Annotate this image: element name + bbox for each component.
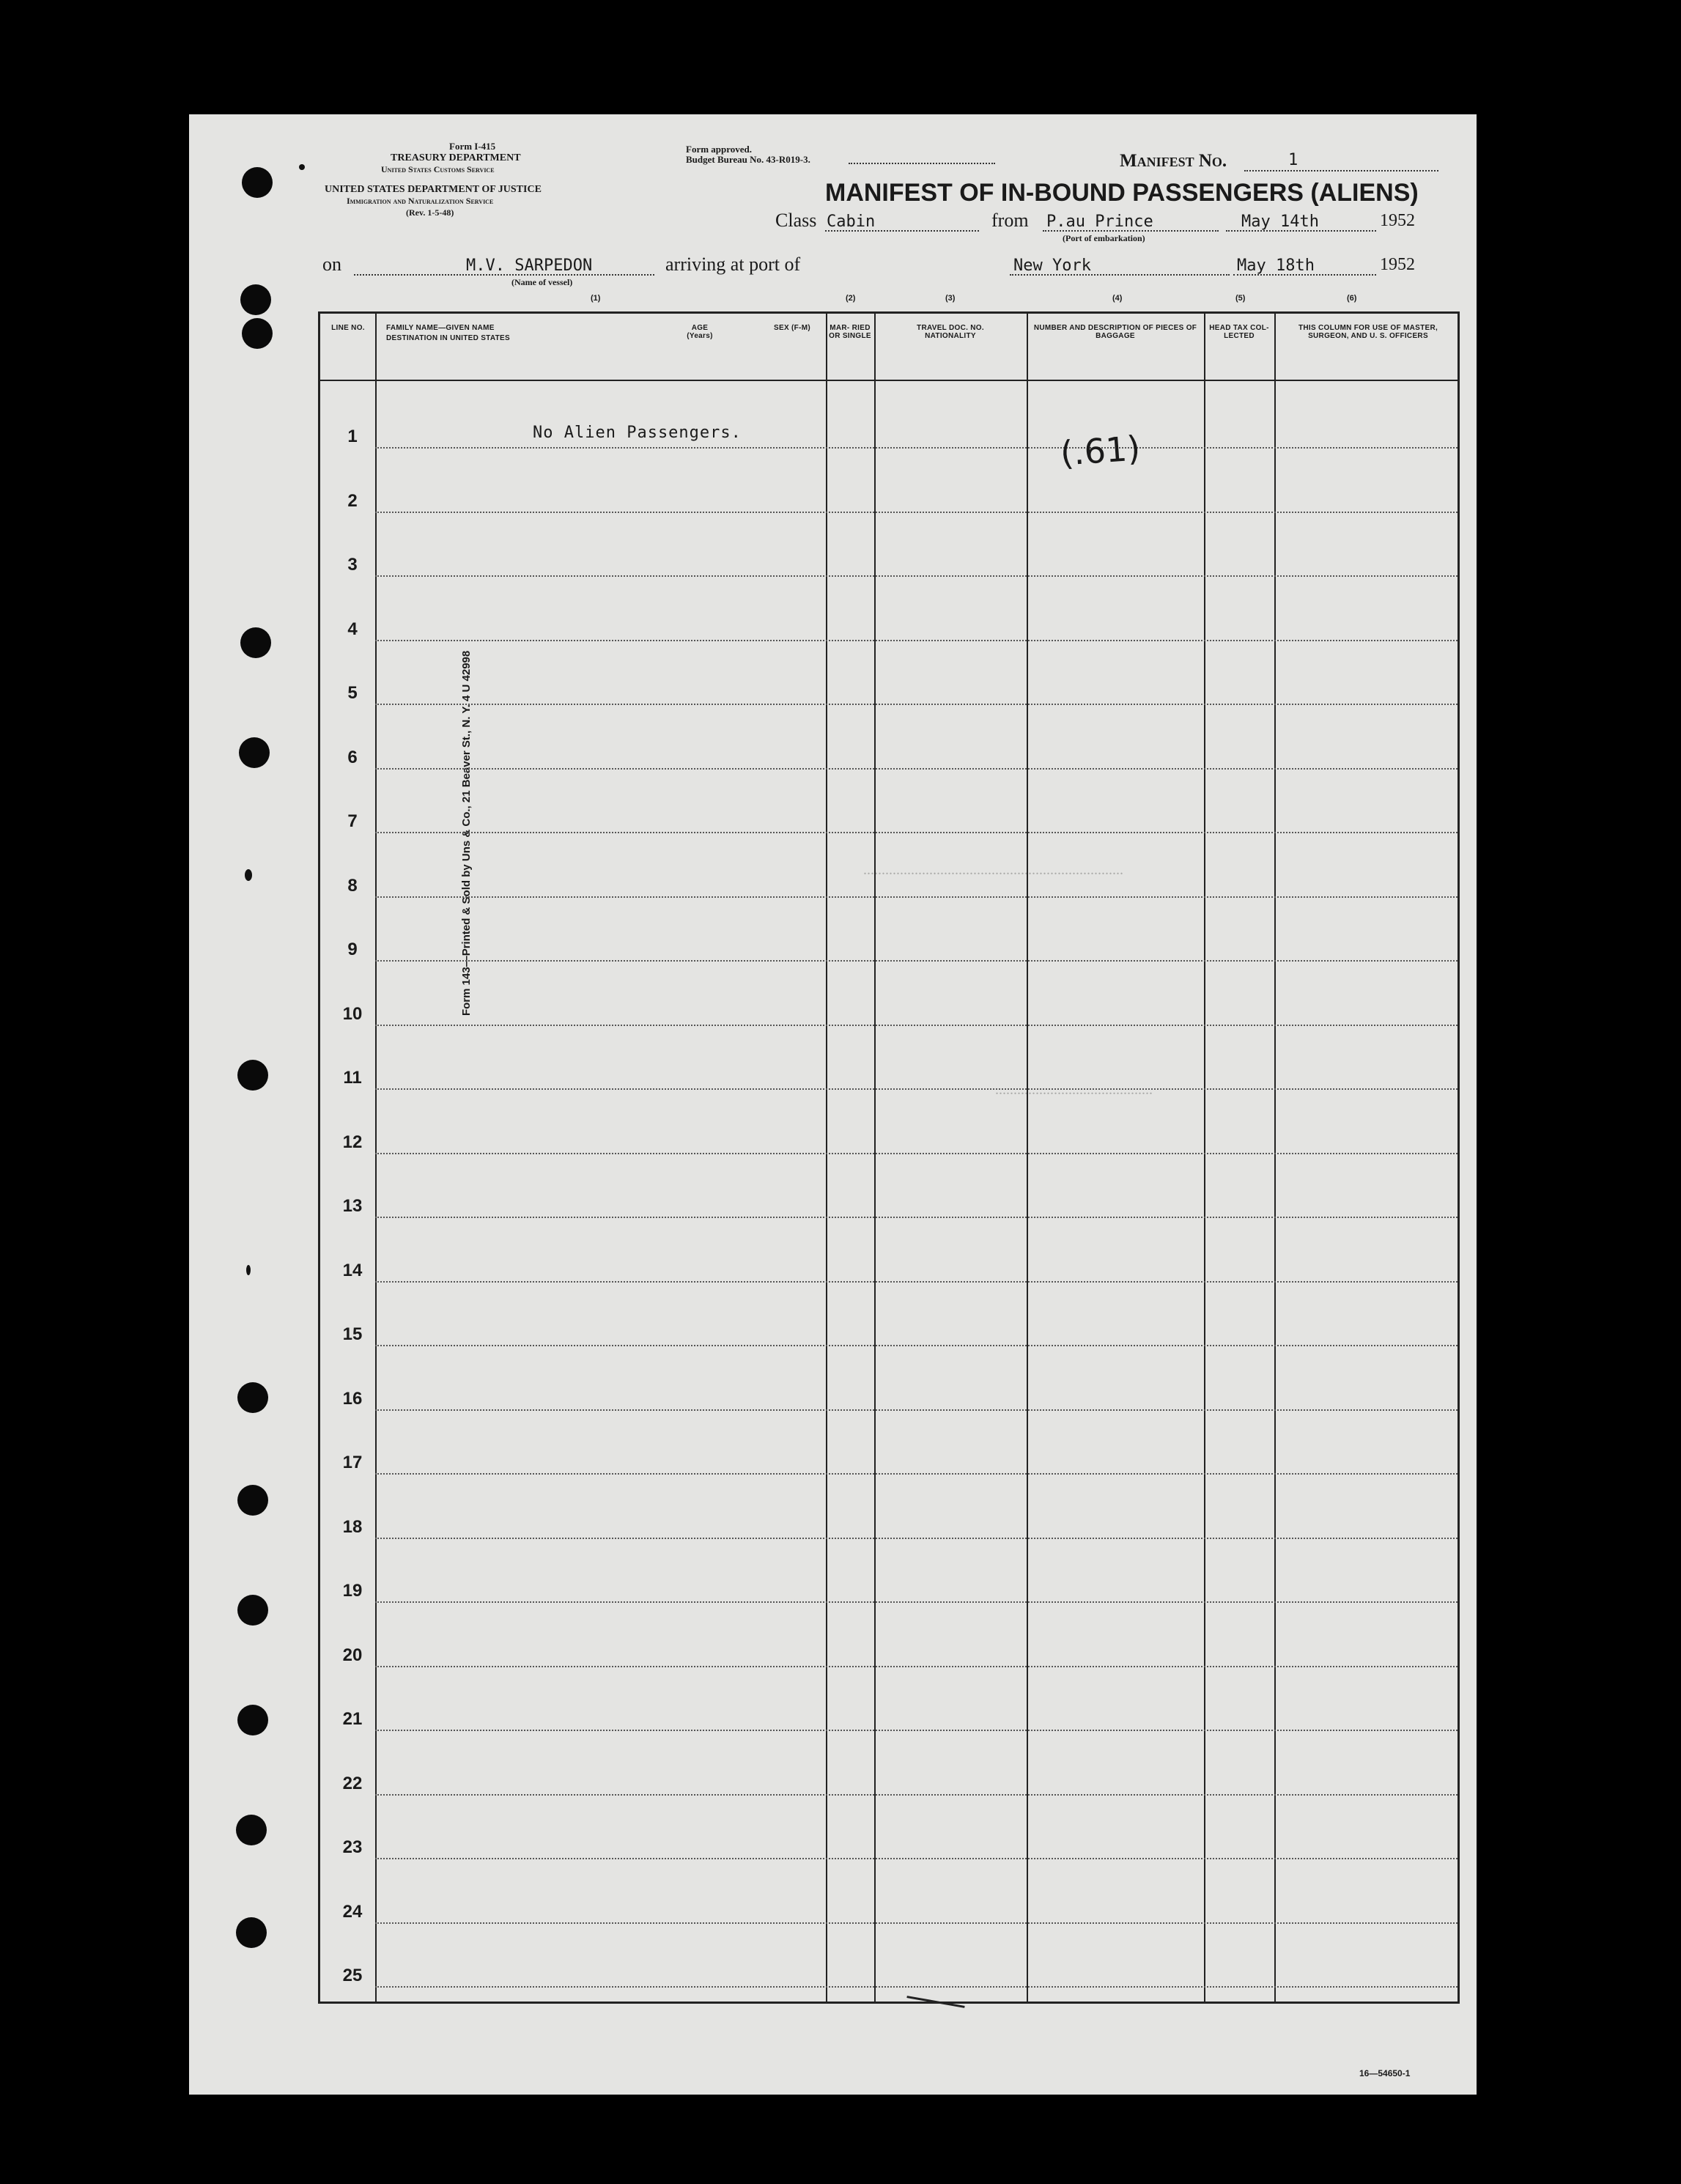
- doj-heading: UNITED STATES DEPARTMENT OF JUSTICE: [325, 184, 542, 195]
- punch-hole: [237, 1705, 268, 1735]
- line-number: 1: [347, 427, 358, 446]
- class-label: Class: [775, 210, 817, 231]
- row-dotted-line: [375, 1409, 1458, 1411]
- punch-hole: [240, 627, 271, 658]
- row-dotted-line: [375, 960, 1458, 962]
- ink-speck: [299, 164, 305, 170]
- arrival-year: 1952: [1380, 255, 1415, 274]
- punch-hole: [237, 1060, 268, 1091]
- col-age: AGE (Years): [687, 324, 713, 340]
- row-dotted-line: [375, 640, 1458, 641]
- line-number: 10: [342, 1003, 363, 1024]
- row1-entry: No Alien Passengers.: [533, 424, 742, 442]
- line-number: 23: [342, 1837, 363, 1857]
- embarkation-year: 1952: [1380, 211, 1415, 230]
- class-value: Cabin: [827, 213, 876, 231]
- line-number: 2: [347, 490, 358, 511]
- row-dotted-line: [375, 1666, 1458, 1667]
- column-divider: [1027, 314, 1028, 2002]
- punch-hole: [237, 1595, 268, 1626]
- column-number: (4): [1112, 294, 1123, 303]
- from-label: from: [991, 210, 1029, 231]
- row-dotted-line: [375, 1025, 1458, 1026]
- row-dotted-line: [375, 1601, 1458, 1603]
- ins-heading: Immigration and Naturalization Service: [347, 196, 494, 206]
- arriving-label: arriving at port of: [665, 254, 801, 275]
- budget-bureau: Budget Bureau No. 43-R019-3.: [686, 154, 810, 165]
- footer-code: 16—54650-1: [1359, 2068, 1411, 2078]
- column-divider: [874, 314, 876, 2002]
- col-officers: THIS COLUMN FOR USE OF MASTER, SURGEON, AND U. S. OFFICERS: [1298, 324, 1438, 340]
- col-destination: DESTINATION IN UNITED STATES: [386, 334, 510, 342]
- column-number: (2): [846, 294, 856, 303]
- row-dotted-line: [375, 1730, 1458, 1731]
- arrival-port: New York: [1013, 257, 1091, 275]
- line-number: 15: [342, 1324, 363, 1344]
- row-dotted-line: [375, 1538, 1458, 1539]
- punch-hole: [242, 167, 273, 198]
- revision: (Rev. 1-5-48): [406, 207, 454, 218]
- row-dotted-line: [375, 575, 1458, 577]
- printer-imprint: Form 143—Printed & Sold by Uns & Co., 21 Beaver St., N. Y. 4 U 42998: [460, 650, 473, 1016]
- treasury-department: TREASURY DEPARTMENT: [391, 152, 521, 163]
- row-dotted-line: [375, 1217, 1458, 1218]
- col-baggage: NUMBER AND DESCRIPTION OF PIECES OF BAGGAGE: [1033, 324, 1197, 340]
- row-dotted-line: [375, 768, 1458, 770]
- punch-hole: [242, 318, 273, 349]
- passenger-table: [318, 311, 1460, 2004]
- dotted-line: [849, 163, 995, 164]
- row-dotted-line: [375, 1345, 1458, 1346]
- col-line-no: LINE NO.: [331, 324, 365, 332]
- row-dotted-line: [375, 704, 1458, 705]
- vessel-name: M.V. SARPEDON: [466, 257, 593, 275]
- column-number: (3): [945, 294, 956, 303]
- row-dotted-line: [375, 896, 1458, 898]
- row-dotted-line: [375, 1922, 1458, 1924]
- row-dotted-line: [375, 1281, 1458, 1283]
- form-number: Form I-415: [449, 141, 496, 152]
- on-label: on: [322, 254, 341, 275]
- line-number: 4: [347, 619, 358, 639]
- line-number: 14: [342, 1260, 363, 1280]
- line-number: 19: [342, 1581, 363, 1601]
- column-divider: [1204, 314, 1205, 2002]
- column-number: (5): [1235, 294, 1246, 303]
- arrival-date: May 18th: [1237, 257, 1315, 275]
- punch-hole: [236, 1815, 267, 1845]
- line-number: 17: [342, 1453, 363, 1472]
- manifest-no-value: 1: [1288, 151, 1298, 169]
- ink-speck: [246, 1265, 251, 1275]
- line-number: 24: [342, 1901, 363, 1922]
- page-title: MANIFEST OF IN-BOUND PASSENGERS (ALIENS): [825, 179, 1419, 207]
- col-head-tax: HEAD TAX COL- LECTED: [1209, 324, 1269, 340]
- row-dotted-line: [375, 832, 1458, 833]
- embarkation-port: P.au Prince: [1046, 213, 1153, 231]
- row-dotted-line: [375, 1794, 1458, 1796]
- embarkation-note: (Port of embarkation): [1063, 233, 1145, 243]
- punch-hole: [237, 1485, 268, 1516]
- bleed-through: ...........................................: [995, 1082, 1153, 1098]
- line-number: 20: [342, 1645, 363, 1665]
- line-number: 5: [347, 683, 358, 703]
- col-travel-doc: TRAVEL DOC. NO. NATIONALITY: [917, 324, 984, 340]
- line-number: 22: [342, 1773, 363, 1793]
- row-dotted-line: [375, 1153, 1458, 1154]
- col-family-name: FAMILY NAME—GIVEN NAME: [386, 324, 495, 332]
- line-number: 12: [342, 1132, 363, 1152]
- punch-hole: [240, 284, 271, 315]
- row-dotted-line: [375, 447, 1458, 449]
- line-number: 16: [342, 1388, 363, 1409]
- manifest-no-label: Manifest No.: [1120, 151, 1227, 171]
- line-number: 3: [347, 555, 358, 575]
- line-number: 13: [342, 1196, 363, 1216]
- ink-speck: [245, 869, 252, 881]
- line-number: 25: [342, 1966, 363, 1985]
- dotted-line: [1244, 170, 1438, 171]
- header-rule: [320, 380, 1458, 381]
- row-dotted-line: [375, 1088, 1458, 1090]
- row-dotted-line: [375, 512, 1458, 513]
- line-number: 11: [343, 1068, 362, 1088]
- column-divider: [1274, 314, 1276, 2002]
- punch-hole: [237, 1382, 268, 1413]
- col-married: MAR- RIED OR SINGLE: [829, 324, 871, 340]
- col-sex: SEX (F-M): [774, 324, 810, 332]
- line-number: 18: [342, 1516, 363, 1537]
- row-dotted-line: [375, 1858, 1458, 1859]
- bleed-through: .......................................................................: [863, 862, 1123, 878]
- line-number: 21: [342, 1709, 363, 1729]
- baggage-handwritten-note: (.61): [1059, 428, 1142, 473]
- column-number: (1): [591, 294, 601, 303]
- punch-hole: [236, 1917, 267, 1948]
- line-number: 6: [347, 747, 358, 767]
- punch-hole: [239, 737, 270, 768]
- row-dotted-line: [375, 1986, 1458, 1988]
- embarkation-date: May 14th: [1241, 213, 1319, 231]
- line-number: 7: [347, 811, 358, 831]
- vessel-note: (Name of vessel): [511, 277, 573, 287]
- line-number: 9: [347, 940, 358, 959]
- column-number: (6): [1347, 294, 1357, 303]
- line-number: 8: [347, 875, 358, 896]
- form-approved: Form approved.: [686, 144, 753, 155]
- row-dotted-line: [375, 1473, 1458, 1475]
- column-divider: [826, 314, 827, 2002]
- customs-service: United States Customs Service: [381, 164, 495, 174]
